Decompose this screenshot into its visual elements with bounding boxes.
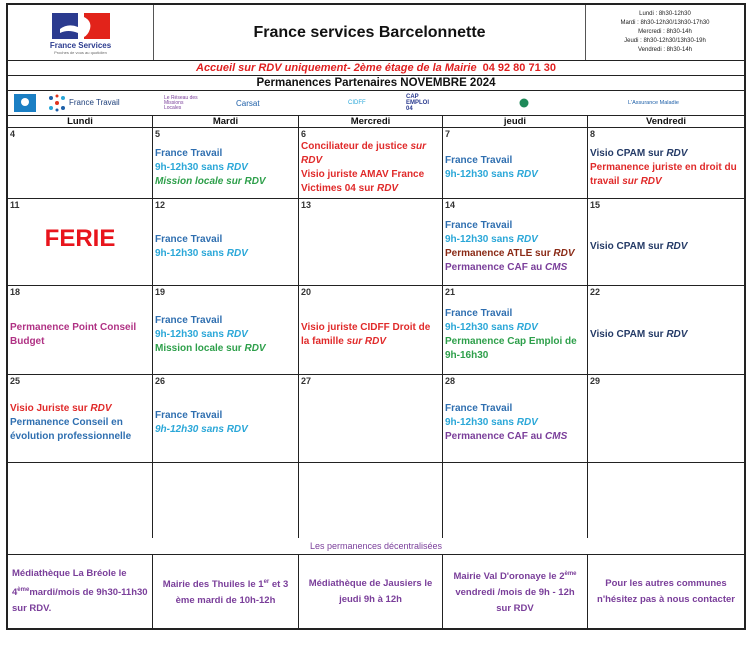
hours-line: Vendredi : 8h30-14h (637, 47, 693, 53)
event-text: 9h-12h30 sans RDV (155, 424, 248, 435)
event-text: Permanence CAF au (445, 431, 546, 442)
event-line (445, 154, 585, 168)
day-cell (588, 128, 744, 198)
day-cell (443, 463, 588, 538)
event-text: France Travail (445, 403, 513, 414)
event-line (10, 402, 150, 416)
event-line (10, 416, 150, 444)
event-emphasis: RDV (553, 247, 575, 259)
day-number (445, 464, 585, 475)
logo-tagline: Proches de vous au quotidien (54, 49, 107, 55)
decentralized-text: Médiathèque La Bréole le 4 (12, 567, 127, 599)
caf-icon (14, 94, 36, 112)
day-cell (299, 128, 443, 198)
hours-line: Mardi : 8h30-12h30/13h30-17h30 (620, 20, 710, 26)
day-cell (153, 286, 299, 374)
decentralized-text: Pour les autres communes n'hésitez pas à nous contacter (597, 577, 735, 605)
event-line (155, 161, 296, 175)
event-text: 9h-12h30 sans (445, 321, 517, 333)
carsat-logo: Carsat (236, 98, 260, 108)
day-cell (8, 286, 153, 374)
event-text: 9h-12h30 sans (445, 417, 517, 428)
day-number: 27 (301, 376, 312, 386)
event-text: Visio juriste AMAV France Victimes 04 sur (301, 168, 425, 194)
event-line (155, 409, 296, 423)
event-text: Conciliateur de justice (301, 140, 411, 152)
day-cell (153, 375, 299, 462)
day-number (590, 464, 742, 475)
logo-name: France Services (49, 40, 112, 50)
france-travail-logo (48, 94, 120, 112)
event-text: Permanence Conseil en évolution professionnelle (10, 417, 132, 442)
event-text: Visio CPAM sur (590, 328, 667, 340)
event-line (445, 402, 585, 416)
day-number: 8 (590, 129, 596, 139)
event-line (445, 168, 585, 182)
day-cell (588, 375, 744, 462)
event-emphasis: RDV (516, 321, 538, 333)
day-cell (588, 199, 744, 285)
event-line (301, 140, 440, 168)
decentralized-row (8, 555, 744, 628)
event-text: 9h-12h30 sans (155, 328, 227, 340)
event-line (445, 416, 585, 430)
event-line (445, 307, 585, 321)
event-line (445, 233, 585, 247)
decentralized-item (299, 555, 443, 628)
decentralized-text: vendredi /mois de 9h - 12h sur RDV (455, 587, 575, 615)
event-text: Permanence juriste en droit du travail (590, 161, 737, 187)
event-emphasis: RDV (516, 233, 538, 245)
event-emphasis: RDV (226, 328, 248, 340)
event-text: Permanence CAF au (445, 261, 546, 273)
event-line (445, 335, 585, 363)
day-number: 15 (590, 200, 601, 210)
day-cell (299, 199, 443, 285)
ordinal-suffix: er (263, 578, 270, 585)
day-number: 29 (590, 376, 601, 386)
caf-logo (14, 94, 36, 112)
day-mercredi: Mercredi (299, 116, 443, 127)
hours-line: Jeudi : 8h30-12h30/13h30-19h (624, 38, 706, 44)
event-emphasis: RDV (90, 403, 112, 414)
event-emphasis: RDV (244, 342, 266, 354)
event-text: France Travail (445, 307, 513, 319)
event-text: France Travail (155, 233, 223, 245)
event-line (10, 321, 150, 349)
decentralized-item (8, 555, 153, 628)
day-cell (443, 375, 588, 462)
event-emphasis: RDV (666, 147, 688, 159)
day-lundi: Lundi (8, 116, 153, 127)
event-text: Mission locale sur RDV (155, 175, 266, 187)
event-line (445, 261, 585, 275)
day-number: 18 (10, 287, 21, 297)
partner-logos-row (8, 91, 744, 116)
event-line (445, 219, 585, 233)
banner-text: Accueil sur RDV uniquement- 2ème étage de la Mairie (196, 62, 477, 74)
event-emphasis: CMS (545, 431, 568, 442)
decentralized-item (443, 555, 588, 628)
day-number: 6 (301, 129, 307, 139)
week-row (8, 463, 744, 538)
event-emphasis: sur RDV (346, 335, 387, 347)
event-emphasis: sur RDV (301, 140, 427, 166)
day-cell (8, 463, 153, 538)
page-title: France services Barcelonnette (154, 5, 586, 60)
event-emphasis: RDV (666, 328, 688, 340)
day-vendredi: Vendredi (645, 116, 687, 127)
event-emphasis: RDV (666, 240, 688, 252)
hours-line: Lundi : 8h30-12h30 (639, 11, 691, 17)
event-text: France Travail (445, 219, 513, 231)
decentralized-title: Les permanences décentralisées (8, 538, 744, 555)
day-number: 28 (445, 376, 456, 386)
day-number (10, 464, 150, 475)
event-text: 9h-12h30 sans (155, 161, 227, 173)
mission-locale-logo: Le Réseau des Missions Locales (164, 94, 198, 111)
phone-number: 04 92 80 71 30 (482, 62, 556, 74)
day-number: 19 (155, 287, 166, 297)
day-mardi: Mardi (153, 116, 299, 127)
event-emphasis: sur RDV (622, 175, 662, 187)
cap-emploi-logo: CAP EMPLOI 04 (406, 94, 430, 112)
event-text: Permanence Cap Emploi de 9h-16h30 (445, 335, 577, 361)
day-number: 5 (155, 129, 161, 139)
day-cell (8, 199, 153, 285)
day-number: 25 (10, 376, 21, 386)
day-cell (153, 463, 299, 538)
day-cell (299, 375, 443, 462)
event-text: France Travail (155, 410, 223, 421)
event-text: 9h-12h30 sans (155, 247, 227, 259)
calendar-grid (8, 128, 744, 538)
day-number: 14 (445, 200, 456, 210)
decentralized-text: et 3 ème mardi de 10h-12h (175, 579, 289, 607)
week-row (8, 286, 744, 375)
decentralized-text: mardi/mois de 9h30-11h30 sur RDV. (12, 587, 148, 615)
event-text: Visio CPAM sur (590, 147, 667, 159)
day-number (301, 464, 440, 475)
event-text: Mission locale sur (155, 342, 245, 354)
holiday-label: FERIE (44, 225, 116, 252)
france-services-logo (8, 5, 154, 60)
hours-line: Mercredi : 8h30-14h (638, 29, 692, 35)
day-cell (8, 375, 153, 462)
france-travail-label: France Travail (69, 98, 120, 107)
event-emphasis: RDV (226, 247, 248, 259)
calendar-sheet (6, 3, 746, 630)
decentralized-text: Médiathèque de Jausiers le jeudi 9h à 12h (308, 577, 433, 605)
day-cell (443, 286, 588, 374)
day-cell (588, 463, 744, 538)
day-cell (153, 199, 299, 285)
event-text: Visio Juriste sur (10, 403, 91, 414)
day-cell (299, 286, 443, 374)
event-text: Permanence ATLE sur (445, 247, 554, 259)
day-number: 20 (301, 287, 312, 297)
event-line (155, 342, 296, 356)
event-emphasis: RDV (516, 417, 538, 428)
ordinal-suffix: ème (17, 586, 30, 593)
day-cell (299, 463, 443, 538)
day-number (155, 464, 296, 475)
event-line (445, 430, 585, 444)
day-number: 4 (10, 129, 16, 139)
event-text: Visio CPAM sur (590, 240, 667, 252)
day-cell (8, 128, 153, 198)
event-emphasis: RDV (516, 168, 538, 180)
event-line (301, 168, 440, 196)
appointment-banner (8, 61, 744, 76)
day-jeudi: jeudi (443, 116, 588, 127)
event-line (445, 321, 585, 335)
event-line (155, 147, 296, 161)
event-line (590, 328, 742, 342)
day-number: 7 (445, 129, 451, 139)
cidff-logo: CIDFF (348, 100, 366, 106)
atle-logo (519, 98, 529, 108)
event-line (301, 321, 440, 349)
day-number: 26 (155, 376, 166, 386)
opening-hours (586, 5, 744, 60)
decentralized-text: Mairie des Thuiles le 1 (162, 579, 264, 591)
event-line (155, 328, 296, 342)
ordinal-suffix: ème (564, 570, 577, 577)
assurance-maladie-logo: L'Assurance Maladie (628, 100, 679, 106)
event-emphasis: CMS (545, 261, 568, 273)
header-row (8, 5, 744, 61)
event-line (590, 147, 742, 161)
day-number: 13 (301, 200, 312, 210)
weekday-header (8, 116, 744, 128)
event-text: Permanence Point Conseil Budget (10, 321, 137, 347)
day-number: 11 (10, 200, 20, 210)
week-row (8, 199, 744, 286)
event-line (155, 175, 296, 189)
decentralized-item (153, 555, 299, 628)
week-row (8, 375, 744, 463)
event-text: France Travail (445, 154, 513, 166)
day-cell (443, 128, 588, 198)
week-row (8, 128, 744, 199)
day-cell (443, 199, 588, 285)
day-cell (153, 128, 299, 198)
marianne-flag-icon (50, 11, 112, 41)
event-line (590, 161, 742, 189)
event-text: France Travail (155, 314, 223, 326)
event-line (445, 247, 585, 261)
event-line (155, 423, 296, 437)
atle-icon (519, 98, 529, 108)
france-travail-icon (48, 94, 66, 112)
event-line (155, 233, 296, 247)
event-emphasis: RDV (376, 182, 399, 194)
event-text: France Travail (155, 147, 223, 159)
decentralized-item (588, 555, 744, 628)
event-line (155, 247, 296, 261)
event-line (155, 314, 296, 328)
subtitle: Permanences Partenaires NOVEMBRE 2024 (8, 76, 744, 91)
day-number: 12 (155, 200, 166, 210)
day-cell (588, 286, 744, 374)
event-text: Visio juriste CIDFF Droit de la famille (301, 321, 431, 347)
day-number: 21 (445, 287, 456, 297)
day-number: 22 (590, 287, 601, 297)
decentralized-text: Mairie Val D'oronaye le 2 (453, 571, 565, 583)
event-emphasis: RDV (226, 161, 248, 173)
event-text: 9h-12h30 sans (445, 168, 517, 180)
event-text: 9h-12h30 sans (445, 233, 517, 245)
event-line (590, 240, 742, 254)
